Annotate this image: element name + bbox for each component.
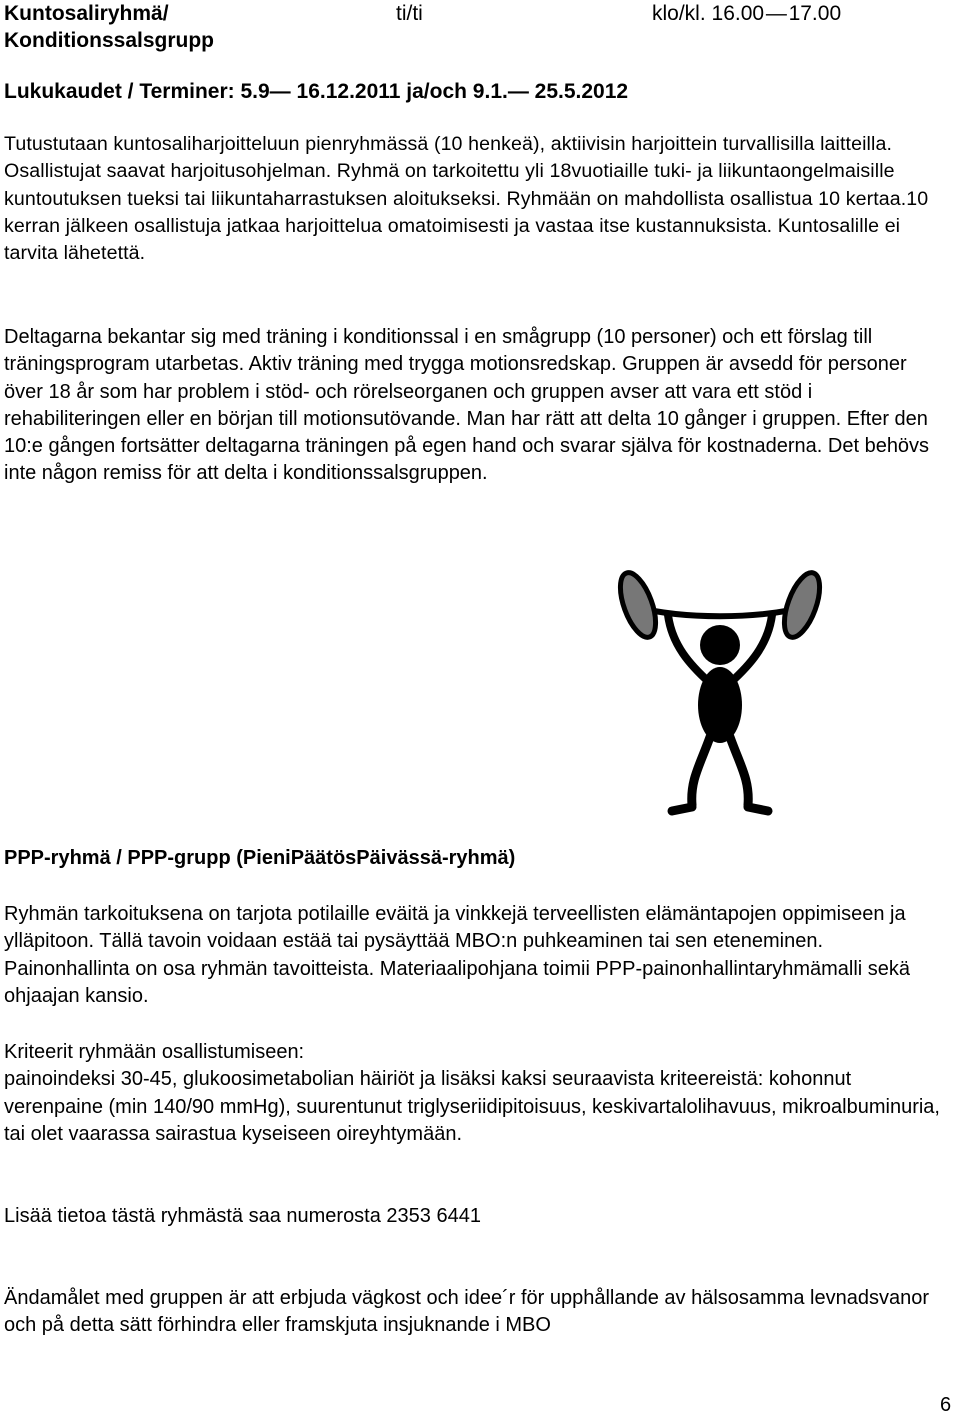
group-name-sv: Konditionssalsgrupp	[4, 29, 214, 52]
group-name-fi: Kuntosaliryhmä/	[4, 2, 169, 25]
ppp-criteria-text: painoindeksi 30-45, glukoosimetabolian häiriöt ja lisäksi kaksi seuraavista kriteereistä: kohonnut verenpaine (min 140/90 mmHg), suurentunut triglyseriidipitoisuus, keskivartalolihavuus, mikroalbuminuria, tai olet vaarassa sairastua kyseiseen oireyhtymään.	[4, 1068, 940, 1145]
course-time: klo/kl. 16.00 — 17.00	[652, 2, 842, 25]
course-day: ti/ti	[396, 2, 423, 25]
ppp-purpose-sv: Ändamålet med gruppen är att erbjuda vägkost och idee´r för upphållande av hälsosamma levnadsvanor och på detta sätt förhindra eller framskjuta insjuknande i MBO	[4, 1287, 929, 1337]
ppp-section-title: PPP-ryhmä / PPP-grupp (PieniPäätösPäivässä-ryhmä)	[4, 847, 516, 869]
ppp-criteria	[4, 1039, 950, 1148]
course-header	[4, 0, 954, 60]
ppp-more-info: Lisää tietoa tästä ryhmästä saa numerosta 2353 6441	[4, 1205, 481, 1227]
semester-dates: Lukukaudet / Terminer: 5.9— 16.12.2011 ja/och 9.1.— 25.5.2012	[4, 80, 629, 103]
page-number: 6	[940, 1394, 952, 1416]
ppp-criteria-heading: Kriteerit ryhmään osallistumiseen:	[4, 1041, 305, 1063]
gym-description-sv: Deltagarna bekantar sig med träning i konditionssal i en smågrupp (10 personer) och ett förslag till träningsprogram utarbetas. Aktiv träning med trygga motionsredskap. Gruppen är avsedd för personer över 18 år som har problem i stöd- och rörelseorganen och gruppen avser att vara ett stöd i rehabiliteringen eller en början till motionsutövande. Man har rätt att delta 10 gånger i gruppen. Efter den 10:e gången fortsätter deltagarna träningen på egen hand och svarar själva för kostnaderna. Det behövs inte någon remiss för att delta i konditionssalsgruppen.	[4, 326, 930, 485]
weightlifter-icon	[580, 565, 860, 825]
gym-description-fi: Tutustutaan kuntosaliharjoitteluun pienryhmässä (10 henkeä), aktiivisin harjoittein turvallisilla laitteilla. Osallistujat saavat harjoitusohjelman. Ryhmä on tarkoitettu yli 18vuotiaille tuki- ja liikuntaongelmaisille kuntoutuksen tueksi tai liikuntaharrastuksen aloitukseksi. Ryhmään on mahdollista osallistua 10 kertaa.10 kerran jälkeen osallistuja jatkaa harjoittelua omatoimisesti ja vastaa itse kustannuksista. Kuntosalille ei tarvita lähetettä.	[4, 133, 929, 265]
group-name	[4, 0, 214, 54]
ppp-purpose: Ryhmän tarkoituksena on tarjota potilaille eväitä ja vinkkejä terveellisten elämäntapojen oppimiseen ja ylläpitoon. Tällä tavoin voidaan estää tai pysäyttää MBO:n puhkeaminen tai sen eteneminen. Painonhallinta on osa ryhmän tavoitteista. Materiaalipohjana toimii PPP-painonhallintaryhmämalli sekä ohjaajan kansio.	[4, 903, 911, 1007]
